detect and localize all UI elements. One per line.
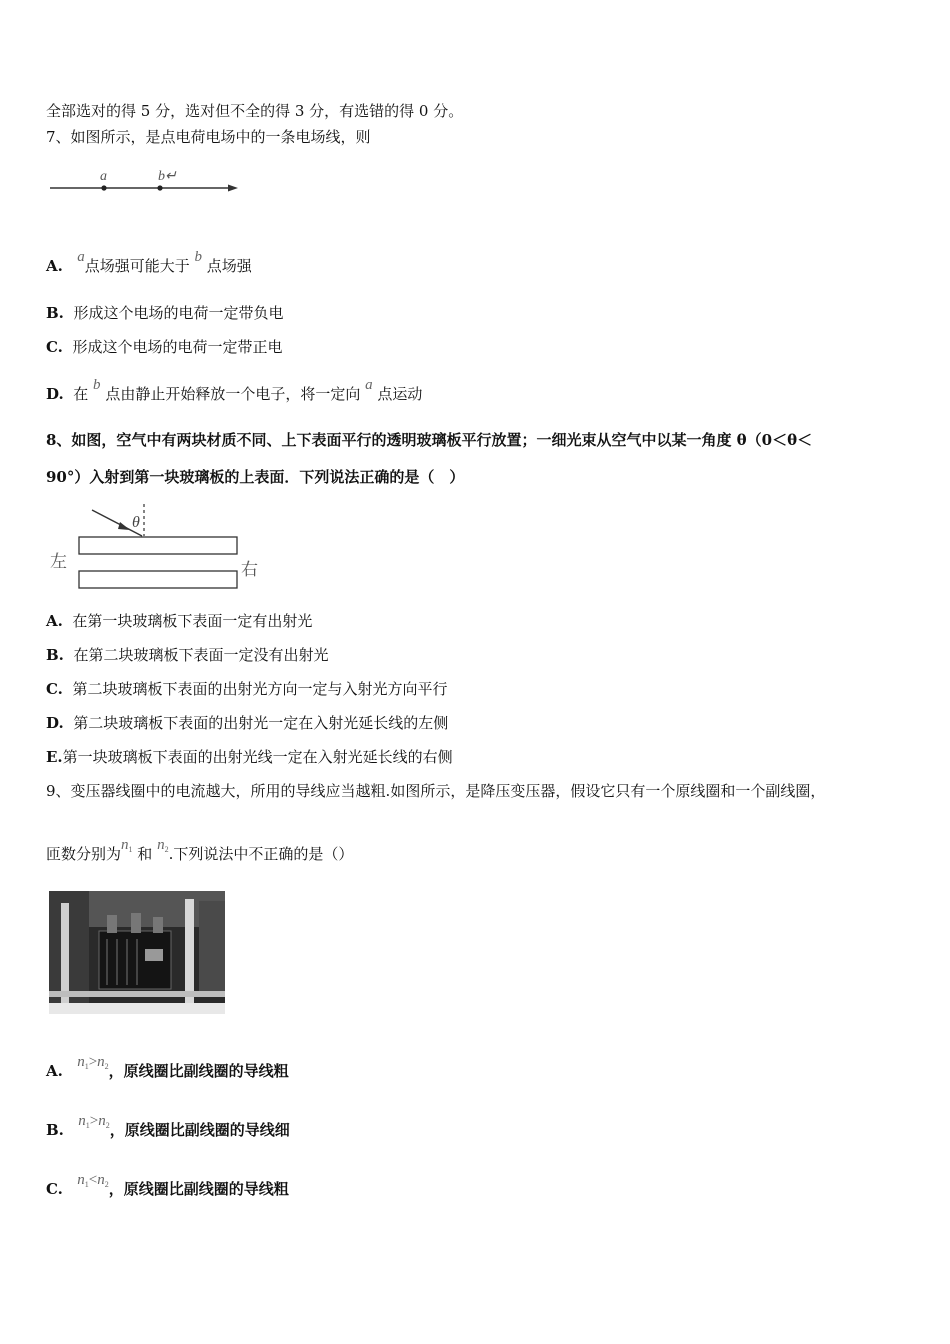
var-n1: $n_1$ xyxy=(121,837,133,854)
q9-option-c xyxy=(46,1172,289,1202)
field-line-arrowhead xyxy=(228,185,238,192)
var-a: a xyxy=(365,377,373,393)
option-key: B. xyxy=(46,1121,64,1139)
stem-text: 和 xyxy=(137,845,153,863)
glass-plate-2 xyxy=(79,571,237,588)
option-text: 在 xyxy=(73,385,89,403)
option-key: C. xyxy=(46,338,63,356)
q9-stem-line1: 9、变压器线圈中的电流越大，所用的导线应当越粗.如图所示，是降压变压器，假设它只有一个原线圈和一个副线圈， xyxy=(46,782,826,800)
q9-option-b xyxy=(46,1113,290,1143)
option-key: C. xyxy=(46,1180,63,1198)
option-key: A. xyxy=(46,612,63,630)
var-n2: $n_2$ xyxy=(157,837,169,854)
point-b xyxy=(157,185,162,190)
transformer-photo-graphic xyxy=(49,891,225,1014)
option-text: 形成这个电场的电荷一定带正电 xyxy=(72,338,283,356)
q7-field-line-figure xyxy=(46,164,242,198)
glass-plate-1 xyxy=(79,537,237,554)
option-key: D. xyxy=(46,714,64,732)
q8-option-d xyxy=(46,713,448,733)
var-b: b xyxy=(93,377,101,393)
option-text: 点运动 xyxy=(377,385,423,403)
option-text: 点场强 xyxy=(206,257,252,275)
option-text: 在第二块玻璃板下表面一定没有出射光 xyxy=(73,646,329,664)
q7-option-d xyxy=(46,377,423,405)
option-key: B. xyxy=(46,646,64,664)
option-text: 点由静止开始释放一个电子，将一定向 xyxy=(105,385,361,403)
instructions-line: 全部选对的得 5 分，选对但不全的得 3 分，有选错的得 0 分。 xyxy=(46,102,464,120)
q8-option-a xyxy=(46,611,312,631)
q7-option-b xyxy=(46,303,283,323)
option-text: ，原线圈比副线圈的导线细 xyxy=(109,1121,290,1139)
option-key: E. xyxy=(46,748,63,766)
q7-option-a xyxy=(46,249,252,277)
right-label: 右 xyxy=(241,560,258,580)
option-text: 点场强可能大于 xyxy=(84,257,190,275)
var-b: b xyxy=(194,249,202,265)
option-text: 第一块玻璃板下表面的出射光线一定在入射光延长线的右侧 xyxy=(62,748,453,766)
q8-glass-plates-figure xyxy=(46,500,266,596)
theta-label: θ xyxy=(132,514,140,531)
q7-stem: 7、如图所示，是点电荷电场中的一条电场线，则 xyxy=(46,128,371,146)
option-text: ，原线圈比副线圈的导线粗 xyxy=(108,1062,289,1080)
relation-n1-n2: $n_1>n_2$ xyxy=(77,1054,109,1071)
q8-option-c xyxy=(46,679,447,699)
option-text: ，原线圈比副线圈的导线粗 xyxy=(108,1180,289,1198)
option-key: C. xyxy=(46,680,63,698)
option-key: A. xyxy=(46,257,63,275)
option-key: B. xyxy=(46,304,64,322)
q7-option-c xyxy=(46,337,282,357)
relation-n1-n2: $n_1>n_2$ xyxy=(78,1113,110,1130)
relation-n1-n2: $n_1<n_2$ xyxy=(77,1172,109,1189)
option-text: 在第一块玻璃板下表面一定有出射光 xyxy=(72,612,313,630)
q8-option-b xyxy=(46,645,328,665)
q9-option-a xyxy=(46,1054,289,1084)
transformer-photo xyxy=(49,891,225,1014)
left-label: 左 xyxy=(50,552,67,572)
option-text: 第二块玻璃板下表面的出射光一定在入射光延长线的左侧 xyxy=(73,714,449,732)
ray-arrowhead xyxy=(118,522,130,530)
var-a: a xyxy=(77,249,85,265)
label-b: b↵ xyxy=(158,169,177,184)
option-key: A. xyxy=(46,1062,63,1080)
q9-stem-line2 xyxy=(46,837,354,867)
option-key: D. xyxy=(46,385,64,403)
q8-option-e xyxy=(46,747,453,767)
option-text: 形成这个电场的电荷一定带负电 xyxy=(73,304,284,322)
stem-text: 匝数分别为 xyxy=(46,845,122,863)
point-a xyxy=(101,185,106,190)
q8-stem-line1: 8、如图，空气中有两块材质不同、上下表面平行的透明玻璃板平行放置；一细光束从空气中以某一角度 θ（0＜θ＜ xyxy=(46,431,813,449)
option-text: 第二块玻璃板下表面的出射光方向一定与入射光方向平行 xyxy=(72,680,448,698)
label-a: a xyxy=(100,169,107,184)
stem-text: .下列说法中不正确的是（） xyxy=(168,845,354,863)
q8-stem-line2: 90°）入射到第一块玻璃板的上表面．下列说法正确的是（ ） xyxy=(46,468,465,486)
